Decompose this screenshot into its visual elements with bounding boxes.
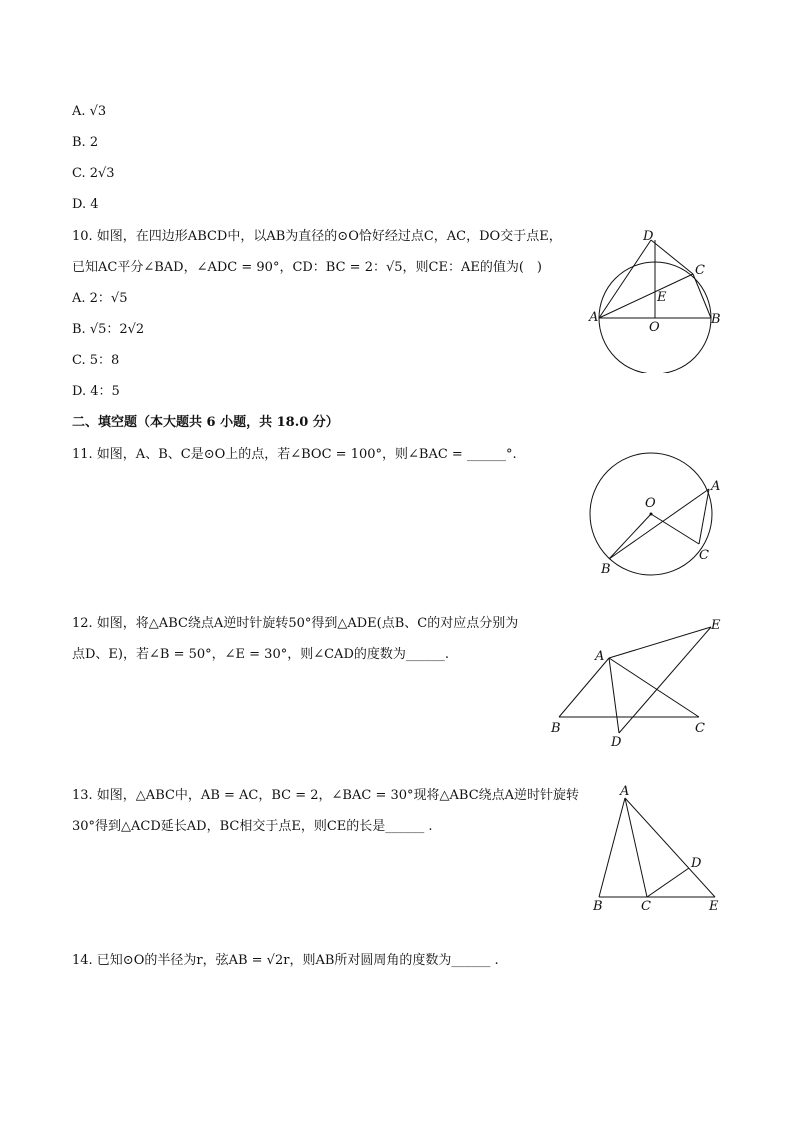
question-13-line1: 13. 如图，△ABC中，AB = AC，BC = 2，∠BAC = 30°现将△ABC绕点A逆时针旋转 [72, 788, 580, 803]
q12-label-c: C [695, 721, 705, 736]
question-10-line1: 10. 如图，在四边形ABCD中，以AB为直径的⊙O恰好经过点C，AC，DO交于点E， [72, 229, 562, 244]
q10-option-b: B. √5：2√2 [72, 322, 145, 337]
q13-segment-ab [599, 798, 625, 897]
question-11: 11. 如图，A、B、C是⊙O上的点，若∠BOC = 100°，则∠BAC = ______°. [72, 447, 517, 462]
option-a: A. √3 [72, 104, 107, 119]
q12-segment-ac [609, 658, 699, 717]
q11-label-b: B [601, 562, 611, 577]
q11-label-o: O [645, 496, 656, 511]
q13-label-b: B [593, 899, 603, 914]
option-d: D. 4 [72, 197, 99, 212]
q13-segment-cd [647, 868, 689, 897]
q12-segment-ae [609, 627, 711, 658]
q13-label-d: D [691, 856, 702, 871]
q12-label-e: E [711, 618, 721, 633]
q13-label-a: A [620, 784, 630, 799]
q11-label-a: A [711, 479, 721, 494]
q13-segment-ae [625, 798, 715, 897]
q13-label-e: E [709, 899, 719, 914]
q10-option-c: C. 5：8 [72, 353, 120, 368]
q10-label-c: C [695, 263, 705, 278]
q10-label-a: A [589, 310, 599, 325]
q12-segment-ad [609, 658, 619, 733]
option-b: B. 2 [72, 135, 99, 150]
q11-label-c: C [699, 548, 709, 563]
q10-figure [585, 228, 725, 373]
q11-center-dot [650, 513, 653, 516]
q10-segment-dc [651, 240, 693, 274]
option-c: C. 2√3 [72, 166, 115, 181]
q12-label-b: B [551, 721, 561, 736]
q13-label-c: C [641, 899, 651, 914]
q10-segment-cb [693, 274, 711, 318]
q11-figure [585, 448, 725, 578]
section-heading: 二、填空题（本大题共 6 小题，共 18.0 分） [72, 415, 339, 430]
question-14: 14. 已知⊙O的半径为r，弦AB = √2r，则AB所对圆周角的度数为______ . [72, 953, 499, 968]
question-12-line1: 12. 如图，将△ABC绕点A逆时针旋转50°得到△ADE(点B、C的对应点分别为 [72, 616, 519, 631]
question-10-line2: 已知AC平分∠BAD，∠ADC = 90°，CD：BC = 2：√5，则CE：AE的值为( ) [72, 260, 542, 275]
q10-label-d: D [643, 229, 654, 244]
question-13-line2: 30°得到△ACD延长AD，BC相交于点E，则CE的长是______ . [72, 819, 433, 834]
q12-figure [545, 612, 730, 752]
q12-label-d: D [611, 735, 622, 750]
q10-option-a: A. 2：√5 [72, 291, 128, 306]
q10-label-e: E [657, 290, 667, 305]
q11-segment-oc [651, 514, 699, 544]
q10-label-o: O [649, 320, 660, 335]
q12-label-a: A [595, 649, 605, 664]
q10-option-d: D. 4：5 [72, 384, 120, 399]
q11-segment-ba [609, 489, 709, 559]
q11-segment-ob [609, 514, 651, 559]
q13-segment-ac [625, 798, 647, 897]
q13-figure [585, 782, 725, 917]
question-12-line2: 点D、E)，若∠B = 50°，∠E = 30°，则∠CAD的度数为______. [72, 647, 449, 662]
q10-label-b: B [711, 312, 721, 327]
q12-segment-ab [559, 658, 609, 717]
